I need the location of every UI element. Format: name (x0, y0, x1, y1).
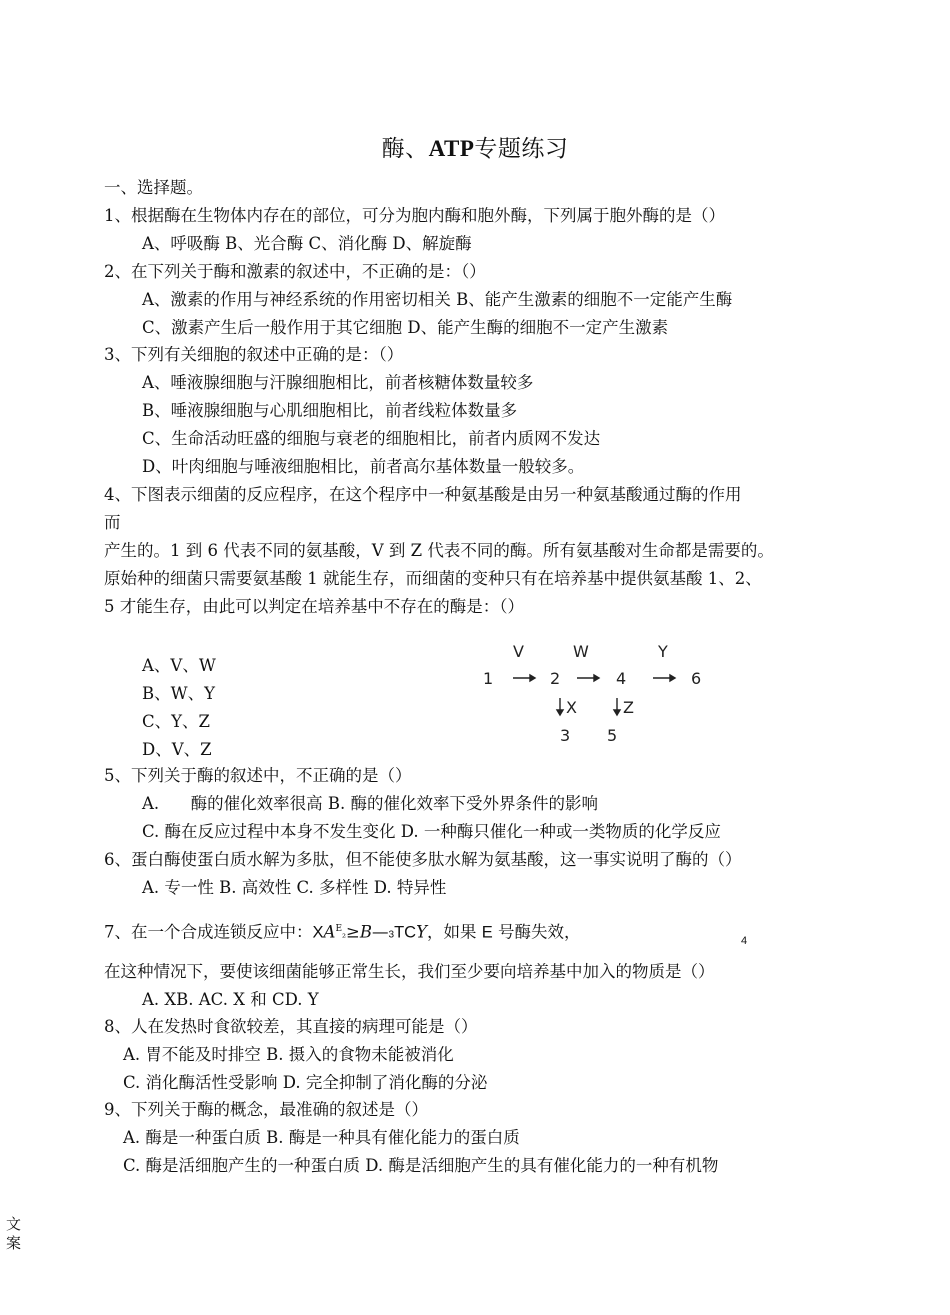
enzyme-label-w: W (573, 642, 589, 661)
q7-stem-c: 号酶失效， (492, 922, 581, 942)
q7-options: A. XB. AC. X 和 CD. Y (142, 990, 319, 1009)
q6-stem: 6、蛋白酶使蛋白质水解为多肽，但不能使多肽水解为氨基酸，这一事实说明了酶的（） (104, 850, 742, 869)
q7-formula-b: B (359, 922, 372, 942)
node-1: 1 (483, 669, 494, 688)
arrowhead-4-5 (614, 710, 620, 715)
node-3: 3 (560, 726, 571, 745)
section-heading: 一、选择题。 (104, 178, 203, 197)
node-6: 6 (691, 669, 702, 688)
q1-stem: 1、根据酶在生物体内存在的部位，可分为胞内酶和胞外酶，下列属于胞外酶的是（） (104, 206, 725, 225)
node-4: 4 (616, 669, 627, 688)
q8-options-1: A. 胃不能及时排空 B. 摄入的食物未能被消化 (123, 1045, 454, 1064)
q7-formula-sup: E (335, 924, 343, 934)
q9-stem: 9、下列关于酶的概念，最准确的叙述是（） (104, 1100, 428, 1119)
q4-stem-line2: 而 (104, 513, 121, 532)
q9-options-1: A. 酶是一种蛋白质 B. 酶是一种具有催化能力的蛋白质 (123, 1128, 520, 1147)
q7-formula-sub3: 3 (388, 929, 395, 941)
arrowhead-2-3 (557, 710, 563, 715)
node-5: 5 (607, 726, 618, 745)
q7-formula-arrow: ≥ (346, 922, 360, 942)
q7-formula-a: A (323, 922, 336, 942)
q3-option-d: D、叶肉细胞与唾液细胞相比，前者高尔基体数量一般较多。 (142, 457, 585, 476)
q7-formula-sub: ₂ (342, 929, 347, 941)
node-2: 2 (550, 669, 561, 688)
q1-options: A、呼吸酶 B、光合酶 C、消化酶 D、解旋酶 (142, 234, 472, 253)
q2-stem: 2、在下列关于酶和激素的叙述中，不正确的是：（） (104, 262, 486, 281)
q5-stem: 5、下列关于酶的叙述中，不正确的是（） (104, 766, 412, 785)
q6-options: A. 专一性 B. 高效性 C. 多样性 D. 特异性 (142, 878, 447, 897)
arrowhead-4-6 (670, 675, 675, 681)
q7-formula-y: Y (416, 922, 427, 942)
q7-formula-x: X (312, 923, 324, 942)
arrowhead-1-2 (530, 675, 535, 681)
q7-stem-e: E (481, 923, 493, 942)
q4-stem-line3: 产生的。1 到 6 代表不同的氨基酸，V 到 Z 代表不同的酶。所有氨基酸对生命都是需要的。 (104, 541, 774, 560)
reaction-pathway-diagram (470, 640, 710, 750)
title-bold: ATP (428, 136, 475, 161)
q4-option-b: B、W、Y (142, 684, 215, 703)
q7-formula-dash: — (372, 922, 389, 942)
enzyme-label-x: X (566, 698, 577, 717)
q7-formula-tc: TC (394, 923, 417, 942)
q4-stem-line5: 5 才能生存，由此可以判定在培养基中不存在的酶是：（） (104, 597, 524, 616)
enzyme-label-z: Z (623, 698, 634, 717)
q4-option-a: A、V、W (142, 656, 216, 675)
q4-stem-line1: 4、下图表示细菌的反应程序，在这个程序中一种氨基酸是由另一种氨基酸通过酶的作用 (104, 485, 742, 504)
q4-option-c: C、Y、Z (142, 712, 210, 731)
arrowhead-2-4 (594, 675, 599, 681)
q7-stem-line2: 在这种情况下，要使该细菌能够正常生长，我们至少要向培养基中加入的物质是（） (104, 962, 715, 981)
title-suffix: 专题练习 (474, 136, 569, 162)
q3-stem: 3、下列有关细胞的叙述中正确的是：（） (104, 345, 404, 364)
q3-option-a: A、唾液腺细胞与汗腺细胞相比，前者核糖体数量较多 (142, 373, 534, 392)
q4-stem-line4: 原始种的细菌只需要氨基酸 1 就能生存，而细菌的变种只有在培养基中提供氨基酸 1、2、 (104, 569, 762, 588)
q4-option-d: D、V、Z (142, 740, 212, 759)
q7-stem-b: ，如果 (426, 922, 482, 942)
page-title (0, 130, 950, 163)
enzyme-label-y: Y (658, 642, 668, 661)
q7-note: 4 (741, 935, 748, 947)
q2-options-2: C、激素产生后一般作用于其它细胞 D、能产生酶的细胞不一定产生激素 (142, 318, 669, 337)
q9-options-2: C. 酶是活细胞产生的一种蛋白质 D. 酶是活细胞产生的具有催化能力的一种有机物 (123, 1156, 719, 1175)
enzyme-label-v: V (513, 642, 524, 661)
q5-options-1: A. 酶的催化效率很高 B. 酶的催化效率下受外界条件的影响 (142, 794, 598, 813)
q3-option-c: C、生命活动旺盛的细胞与衰老的细胞相比，前者内质网不发达 (142, 429, 601, 448)
title-prefix: 酶、 (381, 136, 429, 162)
q7-stem-a: 7、在一个合成连锁反应中： (104, 922, 313, 942)
q2-options-1: A、激素的作用与神经系统的作用密切相关 B、能产生激素的细胞不一定能产生酶 (142, 290, 733, 309)
q5-options-2: C. 酶在反应过程中本身不发生变化 D. 一种酶只催化一种或一类物质的化学反应 (142, 822, 721, 841)
q7-stem (104, 919, 580, 946)
q8-options-2: C. 消化酶活性受影响 D. 完全抑制了消化酶的分泌 (123, 1073, 488, 1092)
q8-stem: 8、人在发热时食欲较差，其直接的病理可能是（） (104, 1017, 478, 1036)
q3-option-b: B、唾液腺细胞与心肌细胞相比，前者线粒体数量多 (142, 401, 518, 420)
footer-text: 文案 (6, 1215, 22, 1252)
